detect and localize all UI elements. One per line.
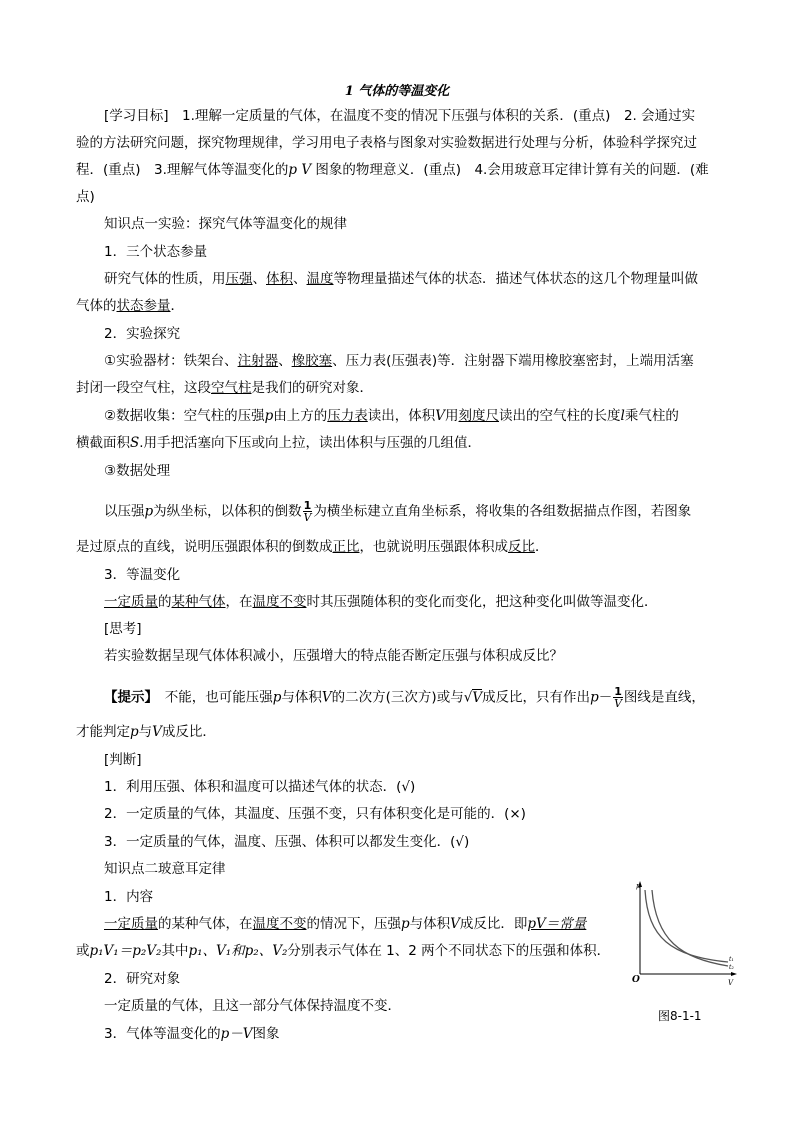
text: ，也就说明压强跟体积成 [359,539,508,555]
symbol-p: p [272,689,282,706]
text: 由上方的 [273,408,328,424]
text: 、压力表(压强表)等．注射器下端用橡胶塞密封，上端用活塞 [332,353,694,369]
k1-s2-line-4 [76,433,481,453]
underlined-term: 橡胶塞 [291,353,333,369]
k2-s2-heading: 2．研究对象 [104,971,181,987]
text: 才能判定 [76,724,130,740]
symbol-p: p [590,689,599,706]
formula: p－V [220,1026,253,1042]
text: 是我们的研究对象． [251,380,373,396]
hint-label: 【提示】 [104,689,152,706]
underlined-term: 体积 [266,271,293,287]
symbol-v: V [435,408,446,424]
underlined-term: 一定质量 [104,594,158,610]
text: ． [535,539,549,555]
k1-s2-line-2 [76,378,373,398]
text: 研究气体的性质，用 [104,271,226,287]
text: 用 [445,408,459,424]
underlined-term: 反比 [508,539,535,555]
fraction-numerator: 1 [303,499,312,512]
text: 乘气柱的 [624,408,679,424]
origin-label: O [632,975,640,985]
text: 图象 [252,1026,280,1042]
x-axis-label: V [728,979,734,987]
k1-s1-line-2 [76,296,184,316]
text: 成反比，只有作出 [482,689,591,706]
text: 以压强 [104,503,145,520]
text: 不能，也可能压强 [151,689,273,706]
figure-caption: 图8-1-1 [658,1009,702,1023]
goals-text: 点) [76,189,95,205]
k2-s1-line-1 [104,914,586,934]
text: .用手把活塞向下压或向上拉，读出体积与压强的几组值． [139,435,482,451]
y-axis-label: p [636,882,641,890]
underlined-term: 刻度尺 [458,408,500,424]
underlined-term: 温度不变 [252,594,307,610]
underlined-term: 正比 [332,539,360,555]
k1-s2-heading: 2．实验探究 [104,326,181,342]
text: ②数据收集：空气柱的压强 [104,408,265,424]
goals-line-1 [104,106,695,126]
k1-s2-line-3 [104,406,679,426]
text: 、 [278,353,292,369]
text: 图线是直线， [623,689,705,706]
goals-text: 程．(重点) 3.理解气体等温变化的 [76,162,289,178]
text: 、 [252,271,266,287]
symbol-p: p [401,916,410,932]
k1-s2-line-7 [76,537,549,557]
text: 3．气体等温变化的 [104,1026,221,1042]
symbol-l: l [620,408,625,424]
underlined-term: 某种气体 [171,594,226,610]
underlined-term: 注射器 [237,353,279,369]
text: ． [170,298,184,314]
k1-heading: 知识点一实验：探究气体等温变化的规律 [104,216,347,232]
underlined-term: 温度不变 [252,916,307,932]
symbol-s: S [130,435,140,451]
hint-line-1 [104,686,705,709]
underlined-term: 温度 [306,271,334,287]
text: 等物理量描述气体的状态．描述气体状态的这几个物理量叫做 [333,271,698,287]
sqrt-radicand: V [472,689,483,706]
symbol-p: p [264,408,274,424]
text: 的二次方(三次方)或与 [331,689,464,706]
dash: － [598,689,613,706]
underlined-term: 压强 [225,271,253,287]
symbol-p: p [130,724,139,740]
goals-line-4 [76,187,95,207]
isotherm-curve-2 [652,890,728,966]
text: 读出，体积 [367,408,436,424]
text: 横截面积 [76,435,130,451]
symbol-p: p [144,503,154,520]
judge-item-3: 3．一定质量的气体，温度、压强、体积可以都发生变化．(√) [104,834,470,850]
fraction-one-over-v [613,686,623,709]
k1-s2-line-5: ③数据处理 [104,463,171,479]
x-axis-arrow-icon [731,972,737,976]
judge-item-1: 1．利用压强、体积和温度可以描述气体的状态．(√) [104,779,416,795]
text: 成反比．即 [459,916,528,932]
text: 或 [76,943,90,959]
text: 与体积 [409,916,451,932]
k1-s1-heading: 1．三个状态参量 [104,244,208,260]
symbol-v: V [301,162,312,178]
underlined-term: 空气柱 [211,380,252,396]
k2-s1-heading: 1．内容 [104,889,154,905]
goals-text: 验的方法研究问题，探究物理规律，学习用电子表格与图象对实验数据进行处理与分析，体验科学探究过 [76,135,697,151]
isotherm-curve-1 [645,890,728,962]
text: 为横坐标建立直角坐标系，将收集的各组数据描点作图，若图象 [313,503,692,520]
text: 气体的 [76,298,117,314]
k2-heading: 知识点二玻意耳定律 [104,861,226,877]
text: 成反比． [161,724,216,740]
think-question: 若实验数据呈现气体体积减小，压强增大的特点能否断定压强与体积成反比？ [104,648,563,664]
text: 的某种气体，在 [158,916,253,932]
goals-line-2 [76,133,697,153]
fraction-denominator: V [614,697,623,710]
fraction-one-over-v [303,500,313,523]
text: 时其压强随体积的变化而变化，把这种变化叫做等温变化． [306,594,658,610]
text: 其中 [161,943,189,959]
judge-item-2: 2．一定质量的气体，其温度、压强不变，只有体积变化是可能的．(×) [104,806,526,822]
sqrt-sign: √ [463,689,473,706]
text: 与体积 [281,689,322,706]
text: 的情况下，压强 [306,916,401,932]
text: 为纵坐标，以体积的倒数 [153,503,302,520]
k1-s3-heading: 3．等温变化 [104,567,181,583]
curve-2-label: t₂ [729,964,734,971]
fraction-numerator: 1 [614,685,622,698]
underlined-formula: pV＝常量 [527,916,587,932]
isotherm-figure [630,878,740,998]
text: 读出的空气柱的长度 [499,408,621,424]
think-label: [思考] [104,621,142,637]
k1-s3-line-1 [104,592,658,612]
formula: p₁V₁＝p₂V₂ [89,943,162,959]
goals-text: [学习目标] 1.理解一定质量的气体，在温度不变的情况下压强与体积的关系．(重点) 2. 会通过实 [104,108,696,124]
judge-label: [判断] [104,752,142,768]
text: 的 [158,594,172,610]
formula: p₁、V₁和p₂、V₂ [188,943,288,959]
k2-s3-heading [104,1024,280,1044]
k1-s2-line-1 [104,351,694,371]
text: 与 [138,724,153,740]
text: ①实验器材：铁架台、 [104,353,238,369]
underlined-term: 压力表 [327,408,368,424]
text: 分别表示气体在 1、2 两个不同状态下的压强和体积． [287,943,611,959]
symbol-v: V [321,689,332,706]
symbol-v: V [450,916,460,932]
underlined-term: 状态参量 [116,298,171,314]
fraction-denominator: V [303,511,312,524]
page-title: 1 气体的等温变化 [344,84,450,99]
symbol-v: V [152,724,162,740]
k1-s2-line-6 [104,500,691,523]
goals-text: 图象的物理意义．(重点) 4.会用玻意耳定律计算有关的问题．(难 [315,162,709,178]
k2-s1-line-2 [76,941,610,961]
underlined-term: 一定质量 [104,916,158,932]
text: 是过原点的直线，说明压强跟体积的倒数成 [76,539,333,555]
k2-s2-line-1: 一定质量的气体，且这一部分气体保持温度不变． [104,998,401,1014]
symbol-p: p [288,162,298,178]
text: 封闭一段空气柱，这段 [76,380,211,396]
text: 、 [293,271,307,287]
k1-s1-line-1 [104,269,698,289]
text: ，在 [225,594,253,610]
goals-line-3 [76,160,709,180]
hint-line-2 [76,722,216,742]
curve-1-label: t₁ [729,956,734,963]
